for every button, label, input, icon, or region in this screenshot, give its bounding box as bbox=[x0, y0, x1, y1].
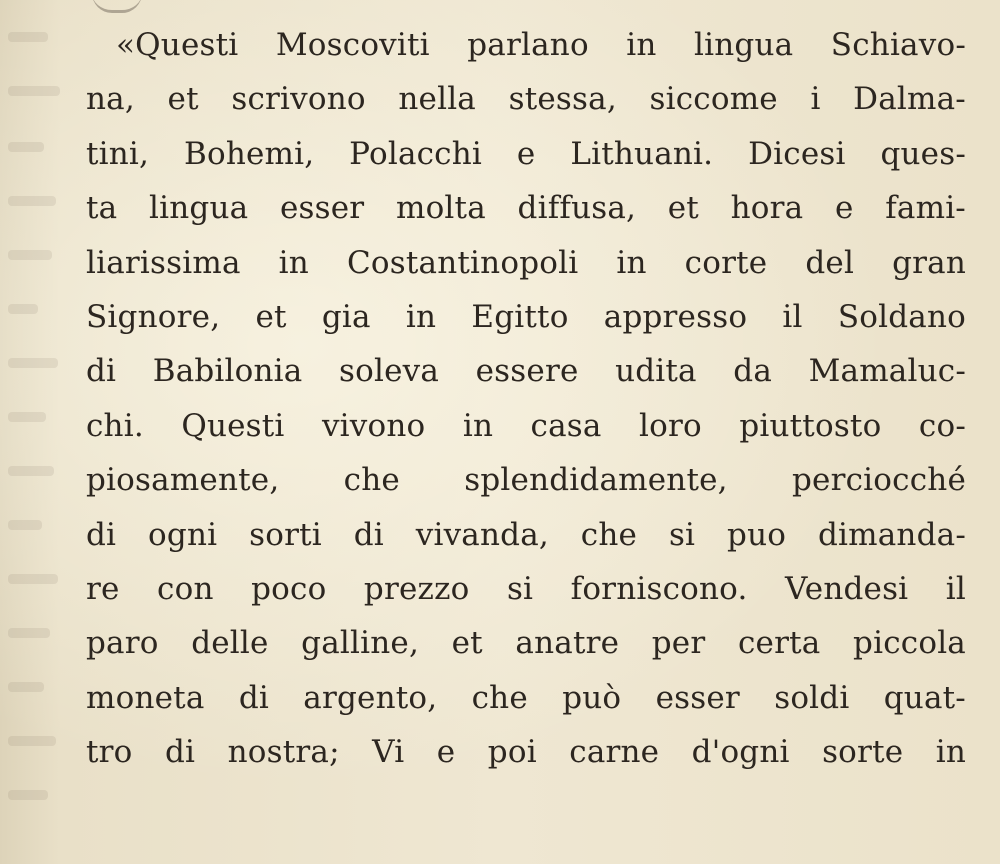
text-line: tini, Bohemi, Polacchi e Lithuani. Dicesi ques- bbox=[86, 135, 966, 172]
text-line: moneta di argento, che può esser soldi quat- bbox=[86, 679, 966, 716]
text-line: Signore, et gia in Egitto appresso il Soldano bbox=[86, 298, 966, 335]
text-line: ta lingua esser molta diffusa, et hora e fami- bbox=[86, 190, 966, 227]
text-line: liarissima in Costantinopoli in corte del gran bbox=[86, 244, 966, 281]
text-line: tro di nostra; Vi e poi carne d'ogni sorte in bbox=[86, 734, 966, 771]
text-line: piosamente, che splendidamente, perciocché bbox=[86, 462, 966, 499]
text-line: di ogni sorti di vivanda, che si puo dimanda- bbox=[86, 516, 966, 553]
text-line: «Questi Moscoviti parlano in lingua Schiavo- bbox=[116, 27, 966, 63]
paragraph bbox=[86, 18, 966, 779]
text-line: na, et scrivono nella stessa, siccome i Dalma- bbox=[86, 81, 966, 118]
page-top-mark bbox=[92, 0, 142, 13]
text-line: re con poco prezzo si forniscono. Vendesi il bbox=[86, 570, 966, 607]
bleed-through-margin bbox=[0, 0, 70, 864]
text-line: paro delle galline, et anatre per certa piccola bbox=[86, 625, 966, 662]
text-line: di Babilonia soleva essere udita da Mamaluc- bbox=[86, 353, 966, 390]
text-line: chi. Questi vivono in casa loro piuttosto co- bbox=[86, 407, 966, 444]
